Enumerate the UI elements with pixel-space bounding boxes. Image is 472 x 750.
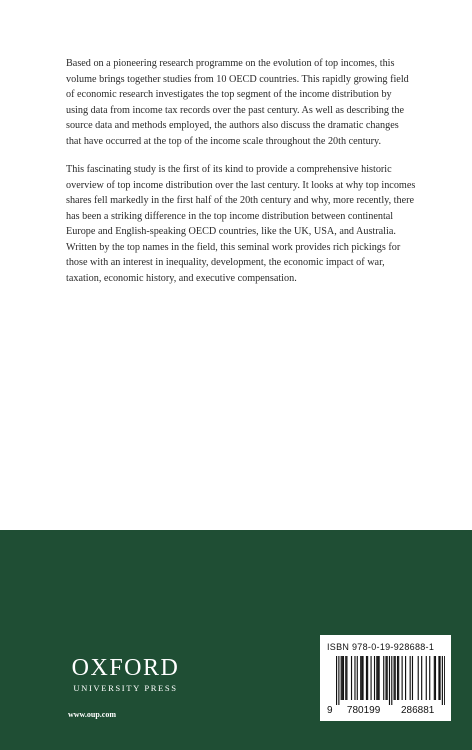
barcode-bar xyxy=(362,656,363,700)
barcode-bar xyxy=(435,656,436,700)
publisher-logo xyxy=(68,656,183,693)
barcode-bar xyxy=(361,656,362,700)
barcode-bar xyxy=(357,656,358,700)
barcode xyxy=(320,635,451,721)
barcode-bar xyxy=(342,656,343,700)
barcode-bar xyxy=(379,656,380,700)
barcode-bar xyxy=(343,656,344,700)
isbn-label: ISBN 978-0-19-928688-1 xyxy=(327,642,435,652)
barcode-bar xyxy=(341,656,342,700)
barcode-digits: 9 xyxy=(327,705,333,716)
barcode-bar xyxy=(421,656,422,700)
barcode-bar xyxy=(429,656,430,700)
barcode-bar xyxy=(389,656,390,705)
barcode-bar xyxy=(360,656,361,700)
barcode-bar xyxy=(345,656,346,700)
barcode-bar xyxy=(374,656,375,700)
barcode-bar xyxy=(346,656,347,700)
barcode-bar xyxy=(442,656,443,705)
barcode-bar xyxy=(418,656,419,700)
barcode-bar xyxy=(385,656,386,700)
barcode-bar xyxy=(397,656,398,700)
barcode-bar xyxy=(412,656,413,700)
barcode-bar xyxy=(371,656,372,700)
barcode-bar xyxy=(338,656,339,705)
barcode-digits: 286881 xyxy=(400,705,435,716)
barcode-bar xyxy=(438,656,439,700)
barcode-bar xyxy=(426,656,427,700)
barcode-bar xyxy=(440,656,441,700)
barcode-bar xyxy=(402,656,403,700)
publisher-band xyxy=(0,530,472,750)
barcode-bar xyxy=(444,656,445,705)
barcode-bar xyxy=(387,656,388,700)
barcode-bar xyxy=(405,656,406,700)
publisher-subtitle: UNIVERSITY PRESS xyxy=(73,683,178,693)
blurb-paragraph-1: Based on a pioneering research programme on the evolution of top incomes, this volume brings together studies from 10 OECD countries. This rapidly growing field of economic research investigates the top segment of the income distribution by using data from income tax records over the past century. As well as describing the source data and methods employed, the authors also discuss the dramatic changes that have occurred at the top of the income scale throughout the 20th century. xyxy=(66,58,409,147)
barcode-bar xyxy=(366,656,367,700)
barcode-bar xyxy=(336,656,337,705)
barcode-bar xyxy=(354,656,355,700)
publisher-url[interactable]: www.oup.com xyxy=(68,710,117,719)
barcode-bar xyxy=(391,656,392,705)
publisher-name: OXFORD xyxy=(71,655,180,681)
barcode-bar xyxy=(383,656,384,700)
barcode-bar xyxy=(351,656,352,700)
blurb-paragraph-2: This fascinating study is the first of its kind to provide a comprehensive historic overview of top income distribution over the last century. It looks at why top incomes shares fell markedly in the first half of the 20th century and why, more recently, there has been a striking difference in the top income distribution between continental Europe and English-speaking OECD countries, like the UK, USA, and Australia. Written by the top names in the field, this seminal work provides rich pickings for those with an interest in inequality, development, the economic impact of war, taxation, economic history, and executive compensation. xyxy=(66,164,416,284)
blurb-text xyxy=(66,56,416,299)
barcode-bar xyxy=(398,656,399,700)
barcode-bar xyxy=(395,656,396,700)
barcode-bar xyxy=(410,656,411,700)
barcode-bar xyxy=(367,656,368,700)
barcode-bar xyxy=(394,656,395,700)
barcode-digits: 780199 xyxy=(346,705,381,716)
barcode-bar xyxy=(434,656,435,700)
barcode-bars xyxy=(326,656,445,716)
barcode-bar xyxy=(376,656,377,700)
barcode-bar xyxy=(377,656,378,700)
